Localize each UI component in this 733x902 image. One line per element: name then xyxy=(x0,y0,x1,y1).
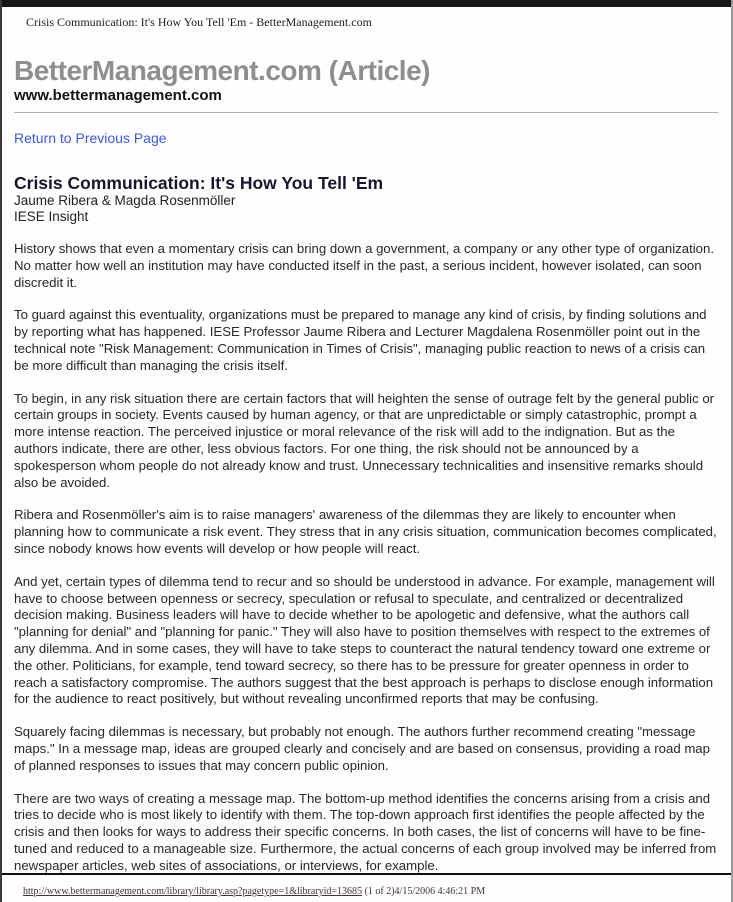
article-authors: Jaume Ribera & Magda Rosenmöller xyxy=(14,193,236,208)
article-paragraph: Ribera and Rosenmöller's aim is to raise managers' awareness of the dilemmas they are likely to encounter when planning how to communicate a risk event. They stress that in any crisis situation, communication becomes complicated, since nobody knows how events will develop or how people will react. xyxy=(14,507,717,556)
page-content xyxy=(2,56,731,875)
print-footer xyxy=(23,886,485,897)
footer-page-info: (1 of 2)4/15/2006 4:46:21 PM xyxy=(362,886,486,897)
article-paragraph: History shows that even a momentary crisis can bring down a government, a company or any other type of organization. No matter how well an institution may have conducted itself in the past, a serious incident, however isolated, can soon discredit it. xyxy=(14,241,715,290)
article-paragraph: Squarely facing dilemmas is necessary, but probably not enough. The authors further recommend creating "message maps." In a message map, ideas are grouped clearly and concisely and are based on consensus, providing a road map of planned responses to issues that may concern public opinion. xyxy=(14,724,710,773)
site-url: www.bettermanagement.com xyxy=(14,87,222,104)
top-border-bar xyxy=(2,0,731,7)
article-source: IESE Insight xyxy=(14,209,89,224)
site-title: BetterManagement.com (Article) xyxy=(14,55,430,86)
article-paragraph: To begin, in any risk situation there are certain factors that will heighten the sense of outrage felt by the general public or certain groups in society. Events caused by human agency, or that are unpredictable or simply catastrophic, prompt a more intense reaction. The perceived injustice or moral relevance of the risk will add to the indignation. But as the authors indicate, there are other, less obvious factors. For one thing, the risk should not be announced by a spokesperson whom people do not already know and trust. Unnecessary technicalities and insensitive remarks should also be avoided. xyxy=(14,390,715,490)
print-header-title: Crisis Communication: It's How You Tell 'Em - BetterManagement.com xyxy=(26,15,372,29)
article-title: Crisis Communication: It's How You Tell 'Em xyxy=(14,173,384,193)
return-to-previous-page-link[interactable]: Return to Previous Page xyxy=(14,130,167,146)
article-paragraph: To guard against this eventuality, organizations must be prepared to manage any kind of crisis, by finding solutions and by reporting what has happened. IESE Professor Jaume Ribera and Lecturer Magdalena Rosenmöller point out in the technical note "Risk Management: Communication in Times of Crisis", managing public reaction to news of a crisis can be more difficult than managing the crisis itself. xyxy=(14,307,707,373)
article-paragraph: And yet, certain types of dilemma tend to recur and so should be understood in advance. For example, management will have to choose between openness or secrecy, speculation or refusal to speculate, and centralized or decentralized decision making. Business leaders will have to decide whether to be apologetic and defensive, what the authors call "planning for denial" and "planning for panic." They will also have to position themselves with respect to the extremes of any dilemma. And in some cases, they will have to take steps to counteract the natural tendency toward one extreme or the other. Politicians, for example, tend toward secrecy, so there has to be pressure for greater openness in order to reach a satisfactory compromise. The authors suggest that the best approach is perhaps to disclose enough information for the audience to react positively, but without revealing unconfirmed reports that may be confusing. xyxy=(14,573,715,707)
article-paragraph: There are two ways of creating a message map. The bottom-up method identifies the concerns arising from a crisis and tries to decide who is most likely to identify with them. The top-down approach first identifies the people affected by the crisis and then looks for ways to address their specific concerns. In both cases, the list of concerns will have to be fine-tuned and reduced to a manageable size. Furthermore, the actual concerns of each group involved may be inferred from newspaper articles, web sites of associations, or interviews, for example. xyxy=(14,790,717,873)
footer-divider xyxy=(2,873,731,875)
footer-url: http://www.bettermanagement.com/library/library.asp?pagetype=1&libraryid=13685 xyxy=(23,886,363,897)
header-divider xyxy=(14,112,718,113)
